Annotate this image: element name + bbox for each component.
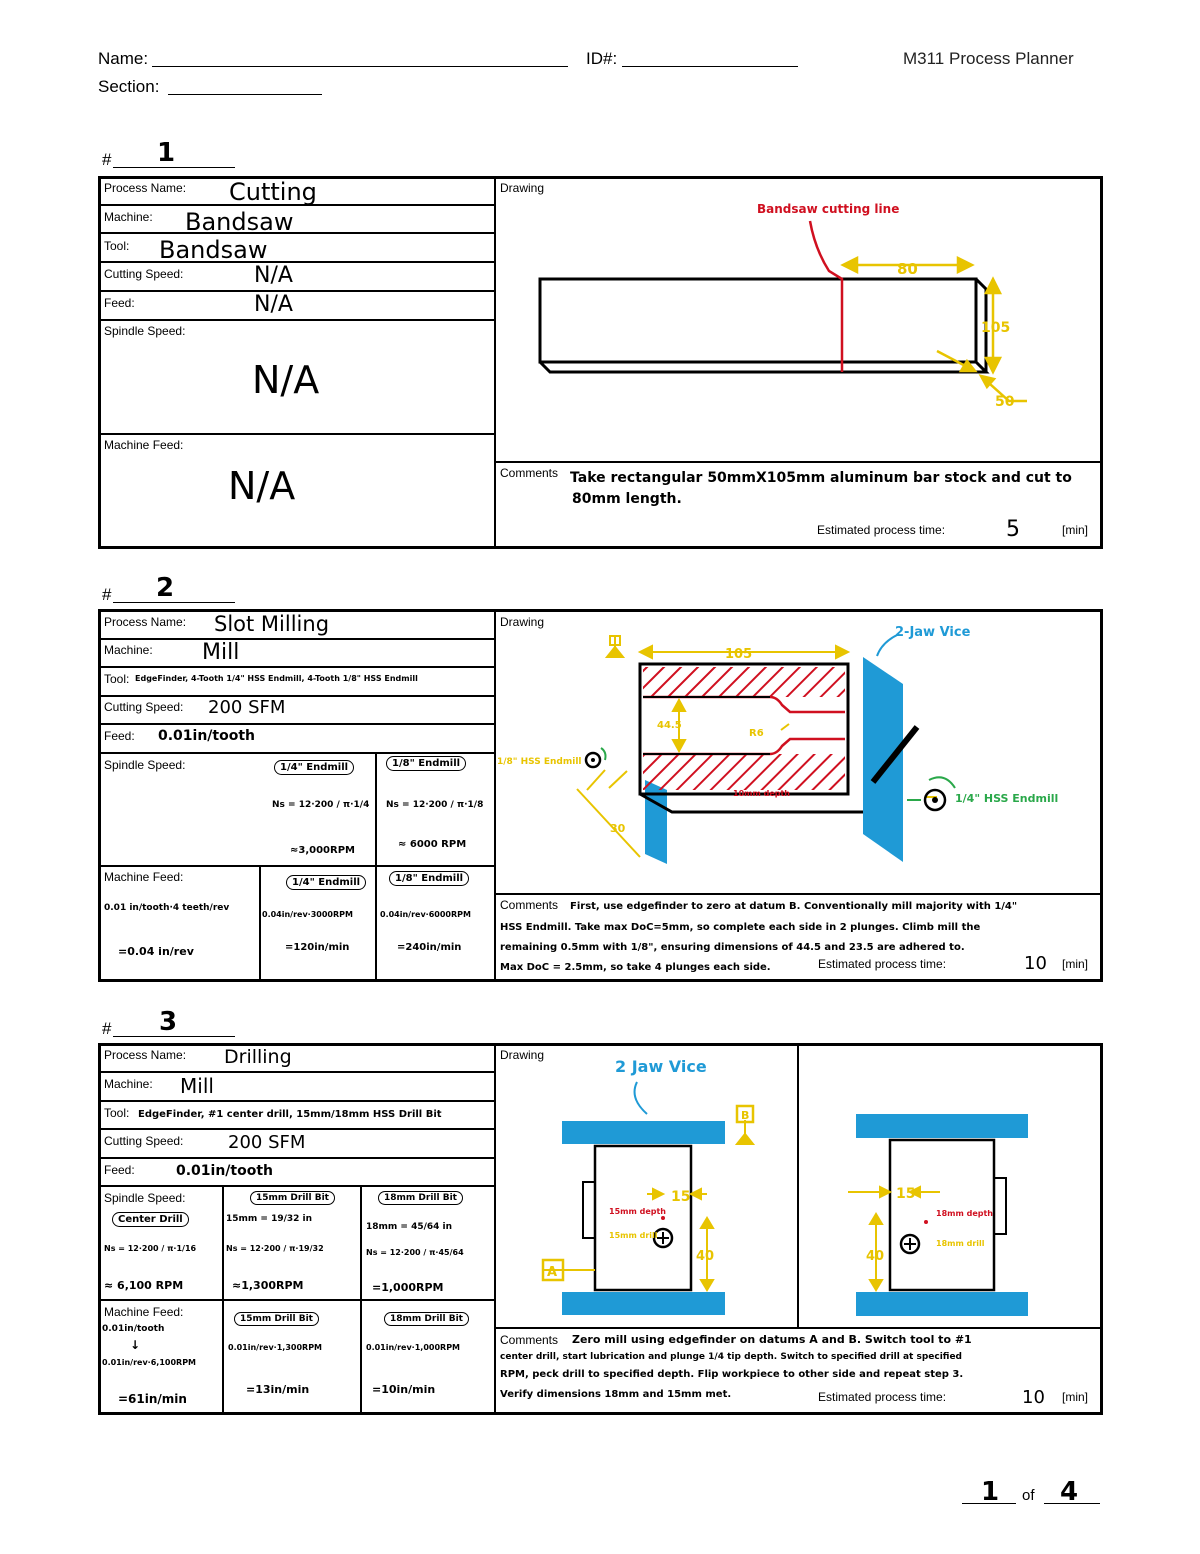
datum-a: A bbox=[547, 1265, 558, 1280]
feed-calc-result: =0.04 in/rev bbox=[118, 945, 194, 958]
depth-label: 10mm depth bbox=[733, 789, 790, 798]
dim-105-label: 105 bbox=[981, 320, 1011, 336]
vice-jaw-right bbox=[863, 657, 903, 862]
dim-40-label: 40 bbox=[866, 1249, 885, 1264]
dim-80-label: 80 bbox=[897, 260, 918, 278]
page-total: 4 bbox=[1060, 1477, 1079, 1507]
est-time-value: 10 bbox=[1024, 953, 1047, 974]
cutting-speed-value: 200 SFM bbox=[228, 1132, 306, 1153]
bar-stock-front bbox=[540, 279, 976, 362]
tool-label: Tool: bbox=[104, 239, 130, 253]
machine-label: Machine: bbox=[104, 1077, 153, 1091]
cutting-speed-label: Cutting Speed: bbox=[104, 700, 184, 714]
machine-feed-label: Machine Feed: bbox=[104, 1305, 184, 1319]
spindle-15-formula: Ns = 12·200 / π·19/32 bbox=[226, 1244, 324, 1253]
feed-label: Feed: bbox=[104, 296, 135, 310]
drawing-label: Drawing bbox=[500, 615, 545, 629]
spindle-18-note: 18mm = 45/64 in bbox=[366, 1222, 453, 1232]
hole-a-drill: 15mm drill bbox=[609, 1231, 658, 1240]
vice-label: 2 Jaw Vice bbox=[615, 1057, 707, 1076]
comments-line-4: Max DoC = 2.5mm, so take 4 plunges each side. bbox=[500, 962, 771, 973]
dim-slot-label: 44.5 bbox=[657, 720, 682, 731]
step-hash: # bbox=[102, 585, 112, 604]
datum-b: B bbox=[741, 1109, 750, 1122]
spindle-speed-label: Spindle Speed: bbox=[104, 1191, 186, 1205]
min-unit: [min] bbox=[1062, 1390, 1089, 1404]
cutting-speed-value: 200 SFM bbox=[208, 697, 286, 718]
page-number: 1 bbox=[981, 1477, 1000, 1507]
process-name-label: Process Name: bbox=[104, 181, 187, 195]
process-name-label: Process Name: bbox=[104, 1048, 187, 1062]
spindle-result-a: ≈3,000RPM bbox=[290, 845, 355, 856]
step2-drawing bbox=[497, 612, 1101, 893]
dim-40-label: 40 bbox=[696, 1249, 715, 1264]
spindle-formula-a: Ns = 12·200 / π·1/4 bbox=[272, 800, 370, 810]
machine-value: Mill bbox=[180, 1074, 214, 1098]
feed-value: 0.01in/tooth bbox=[176, 1163, 274, 1179]
feed-center-line2: 0.01in/rev·6,100RPM bbox=[102, 1358, 197, 1367]
spindle-result-b: ≈ 6000 RPM bbox=[398, 839, 467, 850]
comments-line-1: First, use edgefinder to zero at datum B. Conventionally mill majority with 1/4" bbox=[570, 901, 1018, 912]
name-label: Name: bbox=[98, 49, 149, 68]
hole-b-depth: 18mm depth bbox=[936, 1209, 993, 1218]
step3-drawing-right bbox=[800, 1046, 1100, 1325]
spindle-center-result: ≈ 6,100 RPM bbox=[104, 1279, 184, 1292]
comments-label: Comments bbox=[500, 466, 559, 480]
spindle-speed-value: N/A bbox=[252, 358, 320, 402]
comments-line-3: RPM, peck drill to specified depth. Flip workpiece to other side and repeat step 3. bbox=[500, 1369, 964, 1380]
step-number: 1 bbox=[157, 138, 176, 168]
feed-value: 0.01in/tooth bbox=[158, 728, 256, 744]
workpiece bbox=[595, 1146, 691, 1290]
spindle-15-note: 15mm = 19/32 in bbox=[226, 1214, 313, 1224]
comments-label: Comments bbox=[500, 898, 559, 912]
machine-value: Bandsaw bbox=[185, 208, 294, 236]
machine-feed-label: Machine Feed: bbox=[104, 870, 184, 884]
comments-line-3: remaining 0.5mm with 1/8", ensuring dimensions of 44.5 and 23.5 are adhered to. bbox=[500, 942, 965, 953]
est-time-label: Estimated process time: bbox=[818, 957, 947, 971]
feed-18-result: =10in/min bbox=[372, 1383, 436, 1396]
step-hash: # bbox=[102, 150, 112, 169]
spindle-15-label: 15mm Drill Bit bbox=[250, 1191, 335, 1205]
est-time-value: 5 bbox=[1006, 517, 1020, 542]
feed-formula-a: 0.04in/rev·3000RPM bbox=[262, 910, 353, 919]
dim-15-label: 15 bbox=[896, 1186, 916, 1202]
vice-jaw-top bbox=[856, 1114, 1028, 1138]
spindle-speed-label: Spindle Speed: bbox=[104, 758, 186, 772]
spindle-formula-b: Ns = 12·200 / π·1/8 bbox=[386, 800, 484, 810]
feed-arrow: ↓ bbox=[130, 1338, 141, 1352]
step-hash: # bbox=[102, 1019, 112, 1038]
machine-feed-label: Machine Feed: bbox=[104, 438, 184, 452]
machine-label: Machine: bbox=[104, 643, 153, 657]
vice-label: 2-Jaw Vice bbox=[895, 625, 971, 640]
cut-line-label: Bandsaw cutting line bbox=[757, 202, 900, 216]
spindle-18-label: 18mm Drill Bit bbox=[378, 1191, 463, 1205]
vice-jaw-bottom bbox=[856, 1292, 1028, 1316]
feed-value: N/A bbox=[254, 292, 293, 317]
cutting-speed-label: Cutting Speed: bbox=[104, 267, 184, 281]
comments-line-2: center drill, start lubrication and plunge 1/4 tip depth. Switch to specified drill at specified bbox=[500, 1352, 963, 1362]
dim-radius-label: R6 bbox=[749, 728, 764, 739]
cutting-speed-label: Cutting Speed: bbox=[104, 1134, 184, 1148]
feed-center-result: =61in/min bbox=[118, 1392, 187, 1406]
comments-line-1: Take rectangular 50mmX105mm aluminum bar stock and cut to bbox=[570, 470, 1072, 486]
dim-105-label: 105 bbox=[725, 647, 753, 662]
spindle-speed-label: Spindle Speed: bbox=[104, 324, 186, 338]
hole-b-drill: 18mm drill bbox=[936, 1239, 985, 1248]
spindle-center-label: Center Drill bbox=[112, 1212, 189, 1227]
machine-feed-value: N/A bbox=[228, 464, 296, 508]
name-field[interactable] bbox=[152, 66, 568, 67]
spindle-18-result: =1,000RPM bbox=[372, 1281, 444, 1294]
comments-line-2: 80mm length. bbox=[572, 491, 682, 507]
cut-line bbox=[810, 221, 842, 372]
spindle-center-formula: Ns = 12·200 / π·1/16 bbox=[104, 1244, 197, 1253]
feed-tool-b: 1/8" Endmill bbox=[389, 871, 469, 886]
dim-15-label: 15 bbox=[671, 1189, 691, 1205]
comments-label: Comments bbox=[500, 1333, 559, 1347]
process-name-value: Drilling bbox=[224, 1046, 292, 1068]
vice-jaw-bottom bbox=[562, 1292, 725, 1315]
process-name-label: Process Name: bbox=[104, 615, 187, 629]
machine-value: Mill bbox=[202, 640, 240, 665]
section-field[interactable] bbox=[168, 94, 322, 95]
dim-50-label: 50 bbox=[995, 394, 1015, 410]
comments-line-2: HSS Endmill. Take max DoC=5mm, so complete each side in 2 plunges. Climb mill the bbox=[500, 922, 981, 933]
drawing-label: Drawing bbox=[500, 181, 545, 195]
feed-formula-b: 0.04in/rev·6000RPM bbox=[380, 910, 471, 919]
id-label: ID#: bbox=[586, 49, 618, 68]
drawing-label: Drawing bbox=[500, 1048, 545, 1062]
est-time-label: Estimated process time: bbox=[818, 1390, 947, 1404]
comments-line-4: Verify dimensions 18mm and 15mm met. bbox=[500, 1389, 732, 1400]
feed-result-a: =120in/min bbox=[285, 942, 350, 953]
feed-15-result: =13in/min bbox=[246, 1383, 310, 1396]
feed-15-label: 15mm Drill Bit bbox=[234, 1312, 319, 1326]
step-number: 2 bbox=[156, 573, 175, 603]
min-unit: [min] bbox=[1062, 523, 1089, 537]
spindle-tool-b: 1/8" Endmill bbox=[386, 756, 466, 771]
step3-drawing-left bbox=[497, 1046, 795, 1325]
spindle-18-formula: Ns = 12·200 / π·45/64 bbox=[366, 1248, 464, 1257]
feed-result-b: =240in/min bbox=[397, 942, 462, 953]
tool-label: Tool: bbox=[104, 672, 130, 686]
cutting-speed-value: N/A bbox=[254, 263, 293, 288]
process-name-value: Cutting bbox=[229, 178, 317, 206]
page-of-label: of bbox=[1022, 1487, 1035, 1504]
tool-value: EdgeFinder, 4-Tooth 1/4" HSS Endmill, 4-Tooth 1/8" HSS Endmill bbox=[135, 674, 418, 683]
section-label: Section: bbox=[98, 77, 160, 96]
tool-value: Bandsaw bbox=[159, 236, 268, 264]
process-name-value: Slot Milling bbox=[214, 612, 330, 636]
hatch-top bbox=[643, 667, 845, 697]
step1-drawing bbox=[497, 179, 1101, 461]
hole-a-depth: 15mm depth bbox=[609, 1207, 666, 1216]
est-time-value: 10 bbox=[1022, 1387, 1045, 1408]
comments-line-1: Zero mill using edgefinder on datums A and B. Switch tool to #1 bbox=[572, 1333, 972, 1346]
feed-label: Feed: bbox=[104, 1163, 135, 1177]
machine-label: Machine: bbox=[104, 210, 153, 224]
min-unit: [min] bbox=[1062, 957, 1089, 971]
step-number: 3 bbox=[159, 1007, 178, 1037]
planner-title: M311 Process Planner bbox=[903, 49, 1074, 68]
spindle-15-result: ≈1,300RPM bbox=[232, 1279, 304, 1292]
endmill-small-label: 1/8" HSS Endmill bbox=[497, 757, 582, 767]
tool-label: Tool: bbox=[104, 1106, 130, 1120]
spindle-tool-a: 1/4" Endmill bbox=[274, 760, 354, 775]
est-time-label: Estimated process time: bbox=[817, 523, 946, 537]
tool-value: EdgeFinder, #1 center drill, 15mm/18mm HSS Drill Bit bbox=[138, 1109, 442, 1120]
feed-18-label: 18mm Drill Bit bbox=[384, 1312, 469, 1326]
feed-15-formula: 0.01in/rev·1,300RPM bbox=[228, 1343, 323, 1352]
id-field[interactable] bbox=[622, 66, 798, 67]
vice-jaw-top bbox=[562, 1121, 725, 1144]
feed-center-line1: 0.01in/tooth bbox=[102, 1324, 165, 1334]
feed-18-formula: 0.01in/rev·1,000RPM bbox=[366, 1343, 461, 1352]
feed-calc-line1: 0.01 in/tooth·4 teeth/rev bbox=[104, 903, 230, 913]
feed-label: Feed: bbox=[104, 729, 135, 743]
endmill-large-label: 1/4" HSS Endmill bbox=[955, 792, 1059, 805]
dim-30-label: 30 bbox=[610, 822, 626, 835]
feed-tool-a: 1/4" Endmill bbox=[286, 875, 366, 890]
hatch-bottom bbox=[643, 754, 845, 790]
